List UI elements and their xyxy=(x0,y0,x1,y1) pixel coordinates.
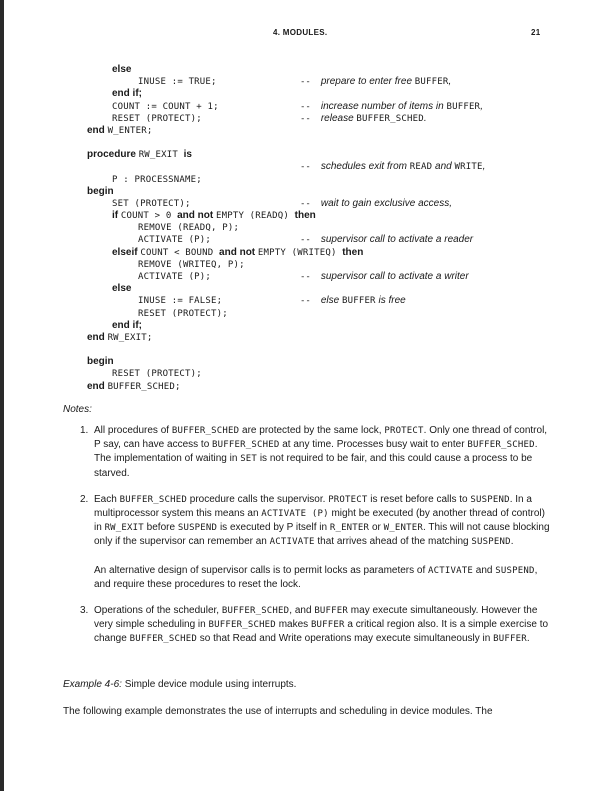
text-run: release xyxy=(320,112,357,124)
code-identifier: COUNT > 0 xyxy=(120,211,178,222)
comment-text xyxy=(321,113,427,124)
text-run: prepare to enter free xyxy=(320,76,415,88)
code-identifier: BUFFER_SCHED xyxy=(208,620,276,631)
note-paragraph xyxy=(94,564,550,592)
code-comment xyxy=(300,161,485,173)
text-run: and xyxy=(432,161,455,173)
code-spacer xyxy=(0,344,612,356)
code-identifier: BUFFER_SCHED xyxy=(221,606,290,617)
code-identifier: PROTECT xyxy=(384,426,424,436)
code-identifier: ACTIVATE (P); xyxy=(138,235,212,246)
code-identifier: ACTIVATE (P) xyxy=(261,509,329,520)
code-line xyxy=(0,234,612,246)
code-line xyxy=(0,356,612,368)
code-identifier: SUSPEND xyxy=(495,565,535,576)
chapter-header: 4. MODULES. xyxy=(273,28,328,37)
text-run: . In a multiprocessor system this means an xyxy=(94,493,532,520)
code-line xyxy=(0,88,612,100)
comment-marker: -- xyxy=(300,113,311,124)
code-identifier: BUFFER_SCHED xyxy=(119,494,187,505)
note-paragraph xyxy=(94,424,550,481)
code-identifier: RESET (PROTECT); xyxy=(112,369,202,380)
code-identifier: BUFFER xyxy=(341,296,376,307)
note-number: 1. xyxy=(80,425,89,436)
text-run: that arrives ahead of the matching xyxy=(314,536,472,548)
text-run: Operations of the scheduler, xyxy=(94,605,222,617)
note-number: 2. xyxy=(80,493,89,505)
comment-marker: -- xyxy=(300,235,311,246)
code-identifier: INUSE := FALSE; xyxy=(138,296,223,307)
text-run: . xyxy=(423,112,427,124)
text-run: are protected by the same lock, xyxy=(239,425,385,436)
text-run: is executed by P itself in xyxy=(217,522,330,534)
code-identifier: COUNT := COUNT + 1; xyxy=(112,101,219,112)
code-keyword: then xyxy=(294,210,316,222)
text-run: supervisor call to activate a writer xyxy=(320,271,469,282)
code-identifier: BUFFER_SCHED xyxy=(212,440,280,451)
code-identifier: P : PROCESSNAME; xyxy=(112,174,202,185)
text-run: at any time. Processes busy wait to enter xyxy=(279,439,468,451)
code-keyword: end xyxy=(87,124,108,136)
code-identifier: SUSPEND xyxy=(471,537,511,548)
text-run: or xyxy=(369,522,384,534)
text-run: supervisor call to activate a reader xyxy=(320,234,474,246)
code-identifier: ACTIVATE (P); xyxy=(138,272,212,282)
code-line xyxy=(0,259,612,271)
page-number: 21 xyxy=(531,28,541,37)
code-keyword: elseif xyxy=(112,246,141,258)
comment-text xyxy=(321,198,452,209)
comment-marker: -- xyxy=(300,272,311,282)
text-run: , xyxy=(448,76,452,88)
text-run: and xyxy=(473,564,496,576)
code-identifier: REMOVE (WRITEQ, P); xyxy=(138,259,245,270)
code-identifier: BUFFER_SCHED xyxy=(129,634,198,645)
code-identifier: RW_EXIT xyxy=(104,523,144,534)
code-identifier: ACTIVATE xyxy=(428,565,473,576)
text-run: is free xyxy=(375,295,406,307)
code-line xyxy=(0,76,612,88)
code-comment xyxy=(300,101,483,113)
notes-title: Notes: xyxy=(63,404,92,415)
note-item xyxy=(80,424,550,481)
text-run: . xyxy=(510,536,514,548)
code-line xyxy=(0,198,612,210)
code-line xyxy=(0,320,612,332)
comment-text xyxy=(321,76,451,87)
note-paragraph xyxy=(94,604,550,647)
code-line xyxy=(0,381,612,393)
code-identifier: RW_EXIT; xyxy=(107,332,153,343)
text-run: else xyxy=(320,295,342,307)
text-run: increase number of items in xyxy=(320,100,447,112)
code-identifier: W_ENTER xyxy=(383,523,423,534)
code-identifier: RESET (PROTECT); xyxy=(112,113,202,124)
text-run: wait to gain exclusive access, xyxy=(320,197,453,209)
code-identifier: RESET (PROTECT); xyxy=(138,308,228,319)
text-run: , xyxy=(482,161,486,173)
code-keyword: begin xyxy=(87,356,114,368)
comment-marker: -- xyxy=(300,101,311,112)
note-item xyxy=(80,493,550,592)
code-line xyxy=(0,186,612,198)
code-keyword: end if; xyxy=(112,88,142,100)
code-comment xyxy=(300,198,452,210)
note-number: 3. xyxy=(80,605,89,617)
code-line xyxy=(0,174,612,186)
code-line xyxy=(0,368,612,380)
code-line xyxy=(0,64,612,76)
note-paragraph xyxy=(94,493,550,550)
text-run: Each xyxy=(94,493,120,505)
body-paragraph: The following example demonstrates the use of interrupts and scheduling in device modules. The xyxy=(63,706,493,717)
code-spacer xyxy=(0,137,612,149)
code-identifier: W_ENTER; xyxy=(107,125,153,136)
text-run: All procedures of xyxy=(94,425,172,436)
code-identifier: WRITE xyxy=(454,162,483,173)
text-run: An alternative design of supervisor calls is to permit locks as parameters of xyxy=(94,564,429,576)
code-identifier: BUFFER xyxy=(314,606,349,617)
code-identifier: R_ENTER xyxy=(329,523,370,534)
code-identifier: RW_EXIT xyxy=(138,150,184,161)
text-run: . Only one thread of control, P say, can have access to xyxy=(94,425,548,451)
comment-text xyxy=(321,161,486,172)
text-run: makes xyxy=(275,619,311,631)
code-line xyxy=(0,149,612,161)
code-identifier: BUFFER_SCHED xyxy=(171,426,240,436)
code-keyword: is xyxy=(183,149,192,161)
code-line xyxy=(0,308,612,320)
code-identifier: SET (PROTECT); xyxy=(112,198,191,209)
code-identifier: SUSPEND xyxy=(177,523,218,534)
code-line xyxy=(0,332,612,344)
comment-text xyxy=(321,234,473,245)
code-identifier: BUFFER_SCHED xyxy=(356,113,424,124)
code-identifier: BUFFER_SCHED; xyxy=(107,381,181,392)
comment-marker: -- xyxy=(300,162,311,173)
code-comment xyxy=(300,271,469,283)
example-label: Example 4-6: xyxy=(63,679,122,690)
example-caption xyxy=(63,679,296,690)
code-keyword: begin xyxy=(87,185,114,197)
text-run: . xyxy=(526,633,530,645)
code-comment xyxy=(300,76,451,88)
code-identifier: EMPTY (READQ) xyxy=(215,211,295,222)
text-run: a critical region also. It is a simple exercise to change xyxy=(94,619,549,645)
code-identifier: BUFFER xyxy=(446,101,481,112)
code-line xyxy=(0,271,612,283)
code-identifier: REMOVE (READQ, P); xyxy=(138,223,240,234)
text-run: before xyxy=(143,522,178,534)
code-identifier: SUSPEND xyxy=(470,494,510,505)
comment-text xyxy=(321,271,469,282)
code-comment xyxy=(300,234,473,246)
code-identifier: BUFFER xyxy=(414,77,449,88)
example-text: Simple device module using interrupts. xyxy=(121,679,297,690)
code-line xyxy=(0,295,612,307)
code-keyword: and not xyxy=(177,210,216,222)
code-identifier: BUFFER_SCHED xyxy=(467,440,535,451)
code-line xyxy=(0,113,612,125)
code-line xyxy=(0,222,612,234)
comment-text xyxy=(321,295,406,306)
code-line xyxy=(0,283,612,295)
code-line xyxy=(0,210,612,222)
code-keyword: and not xyxy=(219,246,258,258)
comment-text xyxy=(321,101,483,112)
code-identifier: SET xyxy=(240,454,258,465)
code-keyword: else xyxy=(112,283,132,295)
text-run: procedure calls the supervisor. xyxy=(187,493,329,505)
note-item xyxy=(80,604,550,647)
code-keyword: then xyxy=(342,246,364,258)
comment-marker: -- xyxy=(300,296,311,307)
code-identifier: BUFFER xyxy=(493,634,527,645)
code-identifier: INUSE := TRUE; xyxy=(138,77,217,88)
notes-list xyxy=(80,424,550,659)
text-run: schedules exit from xyxy=(320,161,410,173)
comment-marker: -- xyxy=(300,77,311,88)
code-keyword: else xyxy=(112,64,132,75)
code-identifier: ACTIVATE xyxy=(269,537,315,548)
text-run: is reset before calls to xyxy=(367,493,471,505)
code-identifier: COUNT < BOUND xyxy=(140,247,220,258)
code-keyword: end xyxy=(87,380,108,392)
text-run: so that Read and Write operations may execute simultaneously in xyxy=(197,633,494,645)
code-identifier: READ xyxy=(409,162,433,173)
text-run: might be executed (by another thread of control) in xyxy=(94,508,545,534)
text-run: , and xyxy=(289,605,315,617)
text-run: is not required to be fair, and this could cause a process to be starved. xyxy=(94,453,533,479)
code-comment xyxy=(300,295,406,307)
code-keyword: procedure xyxy=(87,149,139,161)
code-identifier: BUFFER xyxy=(310,620,345,631)
code-line xyxy=(0,125,612,137)
code-line xyxy=(0,247,612,259)
text-run: . This will not cause blocking only if the supervisor can remember an xyxy=(94,522,550,548)
text-run: may execute simultaneously. However the very simple scheduling in xyxy=(94,605,538,631)
code-comment xyxy=(300,113,427,125)
code-line xyxy=(0,161,612,173)
text-run: . The implementation of waiting in xyxy=(94,439,538,465)
code-identifier: PROTECT xyxy=(328,494,368,505)
code-keyword: end xyxy=(87,331,108,343)
text-run: , and require these procedures to reset the lock. xyxy=(94,564,538,590)
code-line xyxy=(0,101,612,113)
comment-marker: -- xyxy=(300,198,311,209)
code-identifier: EMPTY (WRITEQ) xyxy=(257,247,343,258)
code-keyword: if xyxy=(112,210,121,222)
code-listing xyxy=(0,64,612,393)
text-run: , xyxy=(480,100,483,112)
code-keyword: end if; xyxy=(112,319,142,331)
